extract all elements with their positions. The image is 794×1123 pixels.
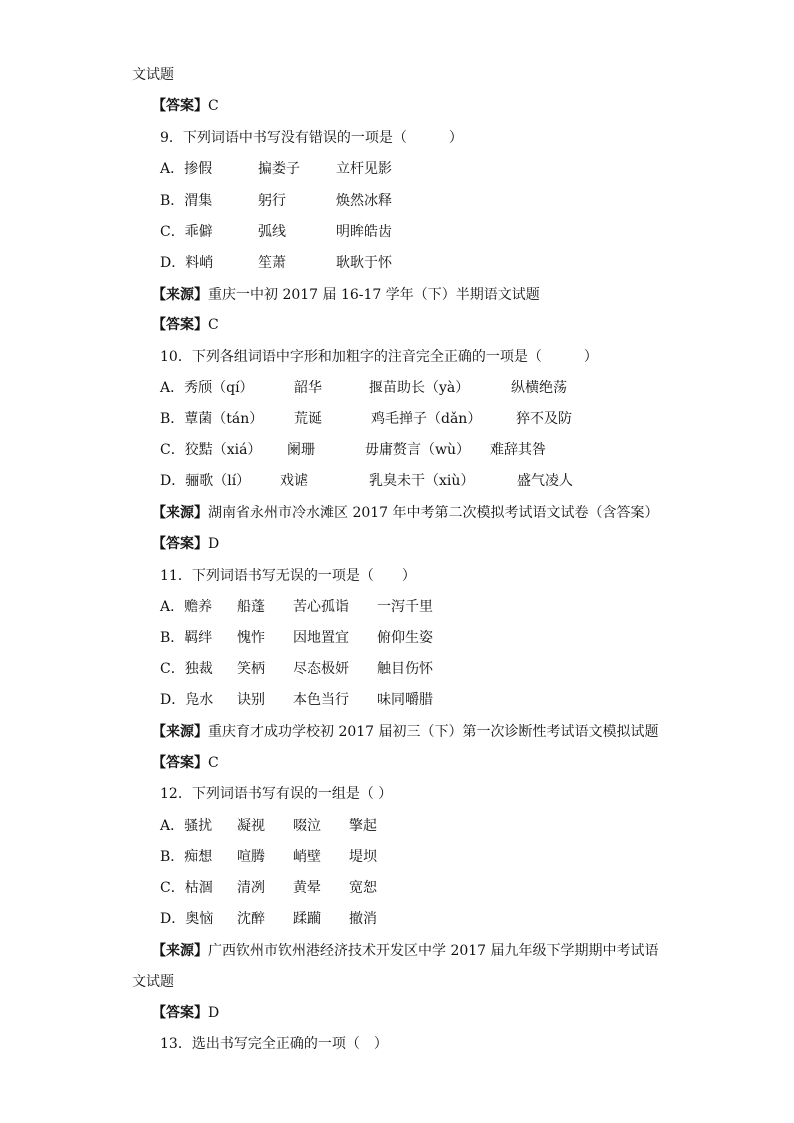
answer-line — [152, 535, 219, 553]
answer-tag: 【答案】 — [152, 98, 208, 114]
source-tag: 【来源】 — [152, 505, 208, 521]
q10-option-c-3: 毋庸赘言（wù） — [365, 442, 470, 458]
source-line — [152, 723, 659, 741]
answer-tag: 【答案】 — [152, 755, 208, 771]
q12-option-c-4: 宽恕 — [349, 880, 377, 896]
q10-option-a-4: 纵横绝荡 — [511, 380, 567, 396]
answer-value: C — [208, 317, 219, 333]
q11-option-a-4: 一泻千里 — [377, 599, 433, 615]
q9-option-a-3: 立杆见影 — [336, 161, 392, 177]
answer-value: C — [208, 98, 219, 114]
question-13: 13．选出书写完全正确的一项（ ） — [160, 1036, 388, 1052]
q10-option-d-1: D．骊歌（lí） — [160, 473, 251, 489]
q11-option-c-1: C．独裁 — [160, 661, 213, 677]
q9-option-d-1: D．料峭 — [160, 255, 214, 271]
q11-option-d-1: D．凫水 — [160, 692, 214, 708]
answer-line — [152, 1004, 219, 1022]
source-tag: 【来源】 — [152, 724, 208, 740]
q12-option-a-3: 啜泣 — [293, 818, 321, 834]
q10-option-b-4: 猝不及防 — [516, 411, 572, 427]
question-12: 12．下列词语书写有误的一组是（ ） — [160, 786, 393, 802]
q12-option-b-2: 喧腾 — [237, 849, 265, 865]
source-line — [152, 942, 659, 960]
q11-option-c-2: 笑柄 — [237, 661, 265, 677]
question-9: 9．下列词语中书写没有错误的一项是（ ） — [160, 130, 463, 146]
source-tag: 【来源】 — [152, 943, 208, 959]
q10-option-c-2: 阑珊 — [287, 442, 315, 458]
q11-option-c-4: 触目伤怀 — [377, 661, 433, 677]
q11-option-d-3: 本色当行 — [293, 692, 349, 708]
q11-option-b-1: B．羁绊 — [160, 630, 213, 646]
source-text: 重庆育才成功学校初 2017 届初三（下）第一次诊断性考试语文模拟试题 — [208, 724, 659, 740]
q12-option-d-2: 沈醉 — [237, 911, 265, 927]
answer-line — [152, 97, 219, 115]
q12-option-a-2: 凝视 — [237, 818, 265, 834]
source-text: 广西钦州市钦州港经济技术开发区中学 2017 届九年级下学期期中考试语 — [208, 943, 659, 959]
q12-option-b-1: B．痴想 — [160, 849, 213, 865]
q9-option-d-2: 笙萧 — [258, 255, 286, 271]
q12-option-b-4: 堤坝 — [349, 849, 377, 865]
q9-option-b-1: B．渭集 — [160, 193, 213, 209]
q10-option-c-4: 难辞其咎 — [490, 442, 546, 458]
q11-option-d-2: 诀别 — [237, 692, 265, 708]
continuation-text: 文试题 — [132, 974, 174, 990]
q10-option-b-3: 鸡毛掸子（dǎn） — [371, 411, 482, 427]
q10-option-d-4: 盛气凌人 — [517, 473, 573, 489]
q9-option-c-2: 弧线 — [258, 224, 286, 240]
q9-option-a-1: A．掺假 — [160, 161, 213, 177]
q9-option-d-3: 耿耿于怀 — [336, 255, 392, 271]
q11-option-b-4: 俯仰生姿 — [377, 630, 433, 646]
source-line — [152, 286, 540, 304]
answer-value: C — [208, 755, 219, 771]
continuation-text: 文试题 — [132, 67, 174, 83]
question-11: 11．下列词语书写无误的一项是（ ） — [160, 568, 416, 584]
q9-option-c-1: C．乖僻 — [160, 224, 213, 240]
q12-option-d-4: 撤消 — [349, 911, 377, 927]
q10-option-d-2: 戏谑 — [280, 473, 308, 489]
q10-option-b-1: B．蕈菌（tán） — [160, 411, 264, 427]
answer-line — [152, 316, 219, 334]
answer-value: D — [208, 536, 220, 552]
q12-option-d-1: D．奥恼 — [160, 911, 214, 927]
question-10: 10．下列各组词语中字形和加粗字的注音完全正确的一项是（ ） — [160, 349, 598, 365]
q11-option-c-3: 尽态极妍 — [293, 661, 349, 677]
answer-tag: 【答案】 — [152, 536, 208, 552]
q10-option-a-2: 韶华 — [294, 380, 322, 396]
q12-option-a-4: 擎起 — [349, 818, 377, 834]
q12-option-c-3: 黄晕 — [293, 880, 321, 896]
source-line — [152, 504, 659, 522]
answer-value: D — [208, 1005, 220, 1021]
q10-option-c-1: C．狡黠（xiá） — [160, 442, 262, 458]
q9-option-c-3: 明眸皓齿 — [336, 224, 392, 240]
q9-option-a-2: 揙娄子 — [258, 161, 300, 177]
q10-option-b-2: 荒诞 — [294, 411, 322, 427]
source-tag: 【来源】 — [152, 287, 208, 303]
q11-option-a-1: A．赡养 — [160, 599, 213, 615]
q9-option-b-2: 躬行 — [258, 193, 286, 209]
q10-option-a-1: A．秀颀（qí） — [160, 380, 254, 396]
q11-option-a-3: 苦心孤诣 — [293, 599, 349, 615]
q11-option-b-3: 因地置宜 — [293, 630, 349, 646]
q9-option-b-3: 焕然冰释 — [336, 193, 392, 209]
q10-option-d-3: 乳臭未干（xiù） — [369, 473, 475, 489]
q12-option-c-2: 清冽 — [237, 880, 265, 896]
answer-tag: 【答案】 — [152, 317, 208, 333]
answer-tag: 【答案】 — [152, 1005, 208, 1021]
q11-option-d-4: 味同嚼腊 — [377, 692, 433, 708]
q10-option-a-3: 揠苗助长（yà） — [369, 380, 470, 396]
q12-option-b-3: 峭壁 — [293, 849, 321, 865]
source-text: 重庆一中初 2017 届 16-17 学年（下）半期语文试题 — [208, 287, 540, 303]
q11-option-a-2: 船蓬 — [237, 599, 265, 615]
q12-option-a-1: A．骚扰 — [160, 818, 213, 834]
answer-line — [152, 754, 219, 772]
source-text: 湖南省永州市冷水滩区 2017 年中考第二次模拟考试语文试卷（含答案） — [208, 505, 659, 521]
q11-option-b-2: 愧怍 — [237, 630, 265, 646]
q12-option-c-1: C．枯涸 — [160, 880, 213, 896]
q12-option-d-3: 蹂躏 — [293, 911, 321, 927]
